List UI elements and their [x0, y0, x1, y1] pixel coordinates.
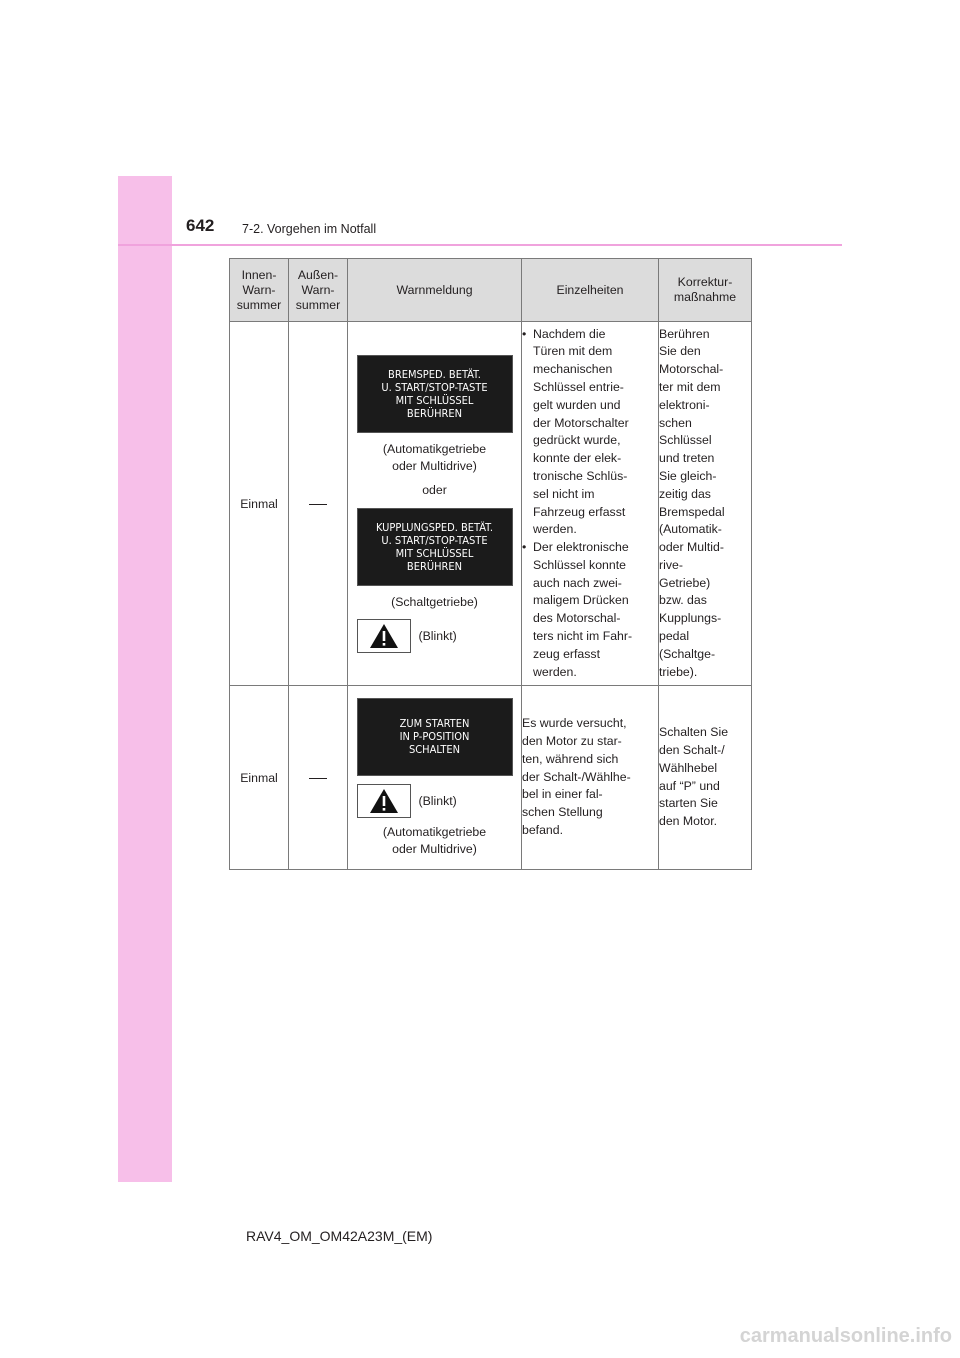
or-label: oder [422, 482, 447, 497]
table-header-row [230, 259, 752, 322]
fix-cell: Berühren Sie den Motorschal- ter mit dem elektroni- schen Schlüssel und treten Sie gleich- zeitig das Bremspedal (Automatik- oder Multid- rive- Getriebe) bzw. das Kupplungs- pedal (Schaltge- triebe). [659, 322, 752, 686]
details-cell: Es wurde versucht, den Motor zu star- ten, während sich der Schalt-/Wählhe- bel in einer fal- schen Stellung befand. [522, 686, 659, 870]
inner-buzzer-cell: Einmal [230, 686, 289, 870]
none-dash [309, 778, 327, 779]
message-cell [348, 686, 522, 870]
footer-code: RAV4_OM_OM42A23M_(EM) [246, 1228, 433, 1244]
table-row [230, 686, 752, 870]
col-outer-buzzer: Außen- Warn- summer [289, 259, 348, 322]
none-dash [309, 504, 327, 505]
message-cell [348, 322, 522, 686]
outer-buzzer-cell [289, 322, 348, 686]
page-number: 642 [186, 216, 215, 235]
display-message-image: BREMSPED. BETÄT. U. START/STOP-TASTE MIT SCHLÜSSEL BERÜHREN [357, 355, 513, 433]
col-fix: Korrektur- maßnahme [659, 259, 752, 322]
outer-buzzer-cell [289, 686, 348, 870]
display-message-image: ZUM STARTEN IN P-POSITION SCHALTEN [357, 698, 513, 776]
display-message-image: KUPPLUNGSPED. BETÄT. U. START/STOP-TASTE MIT SCHLÜSSEL BERÜHREN [357, 508, 513, 586]
fix-cell: Schalten Sie den Schalt-/ Wählhebel auf “P” und starten Sie den Motor. [659, 686, 752, 870]
warning-triangle-icon [357, 619, 411, 653]
display-caption: (Automatikgetriebe oder Multidrive) [382, 441, 487, 473]
header-rule [118, 244, 842, 246]
detail-bullet: • Nachdem die Türen mit dem mechanischen Schlüssel entrie- gelt wurden und der Motorschalter gedrückt wurde, konnte der elek- tronische Schlüs- sel nicht im Fahrzeug erfasst werden. [522, 326, 629, 537]
blink-indicator: (Blinkt) [357, 784, 513, 818]
side-band [118, 176, 172, 1182]
details-cell [522, 322, 659, 686]
display-caption: (Schaltgetriebe) [391, 594, 478, 609]
warning-table [229, 258, 752, 870]
col-inner-buzzer: Innen- Warn- summer [230, 259, 289, 322]
section-title: 7-2. Vorgehen im Notfall [242, 222, 377, 236]
display-caption: (Automatikgetriebe oder Multidrive) [382, 824, 487, 856]
col-message: Warnmeldung [348, 259, 522, 322]
table-row [230, 322, 752, 686]
blink-indicator: (Blinkt) [357, 619, 513, 653]
watermark: carmanualsonline.info [739, 1325, 952, 1347]
warning-triangle-icon [357, 784, 411, 818]
detail-bullet: • Der elektronische Schlüssel konnte auch nach zwei- maligem Drücken des Motorschal- ters nicht im Fahr- zeug erfasst werden. [522, 540, 633, 679]
inner-buzzer-cell: Einmal [230, 322, 289, 686]
col-details: Einzelheiten [522, 259, 659, 322]
